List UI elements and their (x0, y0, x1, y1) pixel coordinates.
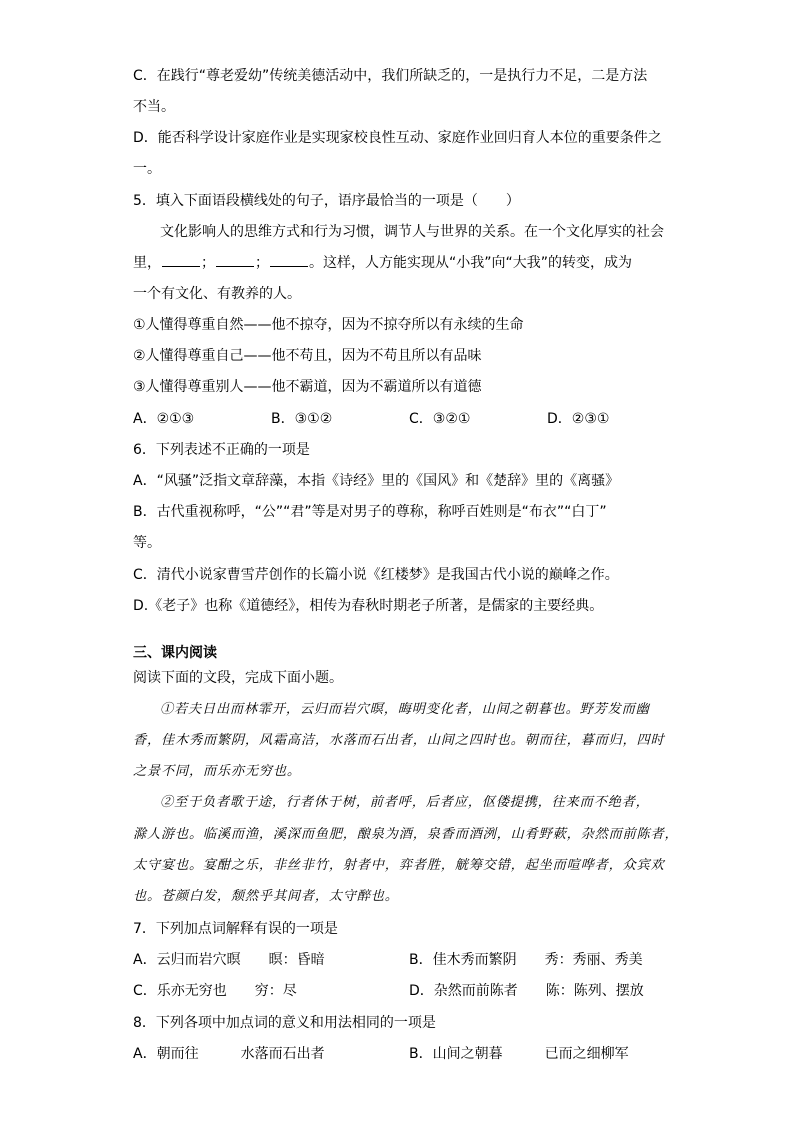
q5-item-2: ②人懂得尊重自己——他不苟且，因为不苟且所以有品味 (133, 348, 482, 364)
q7-option-a: A．云归而岩穴暝 暝：昏暗 (133, 952, 325, 968)
q6-option-d: D.《老子》也称《道德经》，相传为春秋时期老子所著，是儒家的主要经典。 (133, 598, 604, 614)
q5-option-d: D．②③① (547, 411, 610, 427)
q4-option-c-line1: C．在践行“尊老爱幼”传统美德活动中，我们所缺乏的，一是执行力不足，二是方法 (133, 68, 648, 84)
fill-blank (162, 254, 200, 267)
classical-p2-line3: 太守宴也。宴酣之乐，非丝非竹，射者中，弈者胜，觥筹交错，起坐而喧哗者，众宾欢 (133, 858, 665, 873)
q6-stem: 6．下列表述不正确的一项是 (133, 442, 310, 458)
q5-option-c: C．③②① (409, 411, 471, 427)
classical-p1-line3: 之景不同，而乐亦无穷也。 (133, 764, 301, 779)
q6-option-a: A．“风骚”泛指文章辞藻，本指《诗经》里的《国风》和《楚辞》里的《离骚》 (133, 473, 620, 489)
q4-option-d-line2: 一。 (133, 161, 161, 177)
q5-option-b: B．③①② (271, 411, 333, 427)
q5-option-a: A．②①③ (133, 411, 195, 427)
classical-p2-line4: 也。苍颜白发，颓然乎其间者，太守醉也。 (133, 889, 399, 904)
fill-blank (270, 254, 308, 267)
classical-p1-line2: 香，佳木秀而繁阴，风霜高洁，水落而石出者，山间之四时也。朝而往，暮而归，四时 (133, 733, 665, 748)
section-intro: 阅读下面的文段，完成下面小题。 (133, 670, 343, 686)
q5-stem: 5．填入下面语段横线处的句子，语序最恰当的一项是（ ） (133, 193, 520, 209)
q4-option-c-line2: 不当。 (133, 99, 175, 115)
q7-option-b: B．佳木秀而繁阴 秀：秀丽、秀美 (409, 952, 643, 968)
q5-passage-line2: 里， ； ； 。这样，人方能实现从“小我”向“大我”的转变，成为 (133, 255, 633, 271)
q6-option-c: C．清代小说家曹雪芹创作的长篇小说《红楼梦》是我国古代小说的巅峰之作。 (133, 567, 619, 583)
section-heading: 三、课内阅读 (133, 645, 217, 661)
q8-option-a: A．朝而往 水落而石出者 (133, 1046, 325, 1062)
q5-passage-line3: 一个有文化、有教养的人。 (133, 286, 301, 302)
q7-stem: 7．下列加点词解释有误的一项是 (133, 921, 338, 937)
classical-p2-line2: 滁人游也。临溪而渔，溪深而鱼肥，酿泉为酒，泉香而酒洌，山肴野蔌，杂然而前陈者， (133, 827, 679, 842)
fill-blank (216, 254, 254, 267)
q7-option-c: C．乐亦无穷也 穷：尽 (133, 983, 297, 999)
q5-item-3: ③人懂得尊重别人——他不霸道，因为不霸道所以有道德 (133, 379, 482, 395)
q8-stem: 8．下列各项中加点词的意义和用法相同的一项是 (133, 1015, 436, 1031)
q6-option-b-line2: 等。 (133, 535, 161, 551)
q5-passage-line1: 文化影响人的思维方式和行为习惯，调节人与世界的关系。在一个文化厚实的社会 (160, 224, 664, 240)
q4-option-d-line1: D．能否科学设计家庭作业是实现家校良性互动、家庭作业回归育人本位的重要条件之 (133, 130, 662, 146)
q6-option-b-line1: B．古代重视称呼，“公”“君”等是对男子的尊称，称呼百姓则是“布衣”“白丁” (133, 504, 607, 520)
classical-p2-line1: ②至于负者歌于途，行者休于树，前者呼，后者应，伛偻提携，往来而不绝者， (160, 795, 650, 810)
q8-option-b: B．山间之朝暮 已而之细柳军 (409, 1046, 629, 1062)
q5-item-1: ①人懂得尊重自然——他不掠夺，因为不掠夺所以有永续的生命 (133, 317, 524, 333)
classical-p1-line1: ①若夫日出而林霏开，云归而岩穴暝，晦明变化者，山间之朝暮也。野芳发而幽 (160, 702, 650, 717)
q7-option-d: D．杂然而前陈者 陈：陈列、摆放 (409, 983, 644, 999)
